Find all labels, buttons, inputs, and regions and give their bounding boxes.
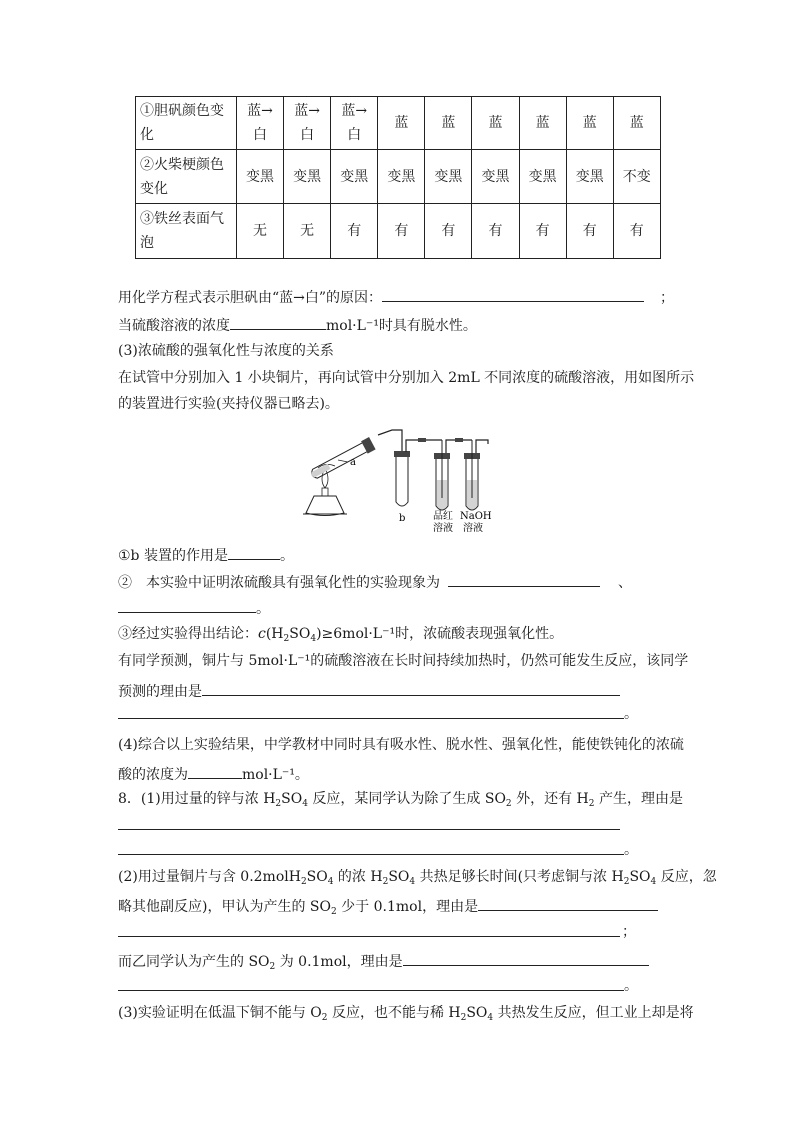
- table-cell: 蓝: [425, 97, 472, 150]
- table-cell: 变黑: [519, 150, 566, 204]
- table-cell: 有: [378, 204, 425, 259]
- question-2: ② 本实验中证明浓硫酸具有强氧化性的实验现象为 、: [118, 570, 632, 593]
- section-3-paragraph: 在试管中分别加入 1 小块铜片，再向试管中分别加入 2mL 不同浓度的硫酸溶液，用如图所示: [118, 370, 695, 386]
- label-a: a: [350, 457, 356, 468]
- answer-line[interactable]: [118, 829, 620, 830]
- table-cell: 有: [566, 204, 613, 259]
- answer-line[interactable]: [118, 936, 620, 937]
- apparatus-figure: [300, 418, 500, 536]
- table-cell: 变黑: [284, 150, 331, 204]
- section-3-title: (3)浓硫酸的强氧化性与浓度的关系: [118, 343, 334, 359]
- answer-line[interactable]: [118, 854, 624, 855]
- table-cell: 变黑: [378, 150, 425, 204]
- row-header: ②火柴梗颜色变化: [136, 150, 237, 204]
- label-b: b: [399, 513, 406, 524]
- row-header: ①胆矾颜色变化: [136, 97, 237, 150]
- table-cell: 蓝→ 白: [331, 97, 378, 150]
- question-8-2: (2)用过量铜片与含 $0.2molH_2SO_4$ 的浓 $H_2SO_4$ 共热足够长时间(只考虑铜与浓 $H_2SO_4$ 反应，忽: [118, 869, 717, 887]
- question-1: ①b 装置的作用是 。: [118, 543, 294, 566]
- test-tube-b: [396, 456, 408, 506]
- table-row: [136, 97, 661, 150]
- delivery-tube: [378, 430, 402, 452]
- table-cell: 蓝→ 白: [284, 97, 331, 150]
- answer-blank[interactable]: [202, 679, 620, 696]
- line-end-period: 。: [624, 978, 638, 994]
- line-end-semicolon: ；: [622, 924, 636, 940]
- label-naoh-solution: 溶液: [463, 523, 483, 534]
- section-3-paragraph: 的装置进行实验(夹持仪器已略去)。: [118, 396, 339, 412]
- table-cell: 变黑: [566, 150, 613, 204]
- label-pinhong-solution: 溶液: [433, 523, 453, 534]
- stopper: [394, 451, 410, 457]
- section-4-paragraph: (4)综合以上实验结果，中学教材中同时具有吸水性、脱水性、强氧化性，能使铁钝化的浓硫: [118, 737, 684, 753]
- answer-blank[interactable]: [382, 285, 644, 302]
- answer-blank[interactable]: [188, 762, 242, 779]
- table-row: [136, 150, 661, 204]
- table-cell: 变黑: [331, 150, 378, 204]
- table-cell: 蓝: [472, 97, 519, 150]
- question-8-2-cont: 略其他副反应)，甲认为产生的 $SO_2$ 少于 0.1mol，理由是: [118, 894, 658, 917]
- table-row: [136, 204, 661, 259]
- answer-line[interactable]: [118, 718, 624, 719]
- answer-blank[interactable]: [230, 313, 326, 330]
- test-tube-a: [309, 437, 376, 482]
- table-cell: 有: [425, 204, 472, 259]
- table-cell: 蓝: [519, 97, 566, 150]
- stopper: [361, 437, 376, 454]
- question-2-cont: 。: [118, 596, 270, 619]
- table-cell: 有: [613, 204, 660, 259]
- table-cell: 变黑: [425, 150, 472, 204]
- table-cell: 有: [519, 204, 566, 259]
- question-3: ③经过实验得出结论：$c(H_2SO_4)\ge 6mol\cdot L^{-1}$时，浓硫酸表现强氧化性。: [118, 626, 564, 644]
- question-equation: 用化学方程式表示胆矾由“蓝→白”的原因： ；: [118, 285, 674, 308]
- table-cell: 变黑: [472, 150, 519, 204]
- answer-blank[interactable]: [118, 596, 256, 613]
- answer-line[interactable]: [118, 990, 624, 991]
- answer-blank[interactable]: [228, 543, 280, 560]
- section-4-question: 酸的浓度为 mol·L⁻¹。: [118, 762, 309, 785]
- table-cell: 不变: [613, 150, 660, 204]
- question-8-3: (3)实验证明在低温下铜不能与 $O_2$ 反应，也不能与稀 $H_2SO_4$ 共热发生反应，但工业上却是将: [118, 1005, 694, 1023]
- table-cell: 有: [331, 204, 378, 259]
- question-8-2-b: 而乙同学认为产生的 $SO_2$ 为 0.1mol，理由是: [118, 949, 649, 972]
- table-cell: 无: [284, 204, 331, 259]
- alcohol-lamp-icon: [306, 496, 344, 516]
- table-cell: 有: [472, 204, 519, 259]
- question-concentration: 当硫酸溶液的浓度 mol·L⁻¹时具有脱水性。: [118, 313, 477, 336]
- prediction-paragraph: 有同学预测，铜片与 5mol·L⁻¹的硫酸溶液在长时间持续加热时，仍然可能发生反应，该同学: [118, 653, 689, 669]
- table-cell: 蓝: [378, 97, 425, 150]
- lamp-wick-holder: [322, 488, 328, 496]
- answer-blank[interactable]: [478, 894, 658, 911]
- table-cell: 蓝: [566, 97, 613, 150]
- table-cell: 无: [237, 204, 284, 259]
- table-cell: 蓝→ 白: [237, 97, 284, 150]
- prediction-reason: 预测的理由是: [118, 679, 620, 702]
- answer-blank[interactable]: [403, 949, 649, 966]
- table-cell: 变黑: [237, 150, 284, 204]
- line-end-period: 。: [624, 842, 638, 858]
- table-cell: 蓝: [613, 97, 660, 150]
- label-naoh: NaOH: [460, 511, 492, 522]
- question-8-1: 8．(1)用过量的锌与浓 $H_2SO_4$ 反应，某同学认为除了生成 $SO_2$ 外，还有 $H_2$ 产生，理由是: [118, 791, 683, 809]
- line-end-period: 。: [624, 706, 638, 722]
- answer-blank[interactable]: [448, 570, 600, 587]
- row-header: ③铁丝表面气泡: [136, 204, 237, 259]
- observation-table: [135, 96, 661, 259]
- label-pinhong: 品红: [433, 511, 453, 522]
